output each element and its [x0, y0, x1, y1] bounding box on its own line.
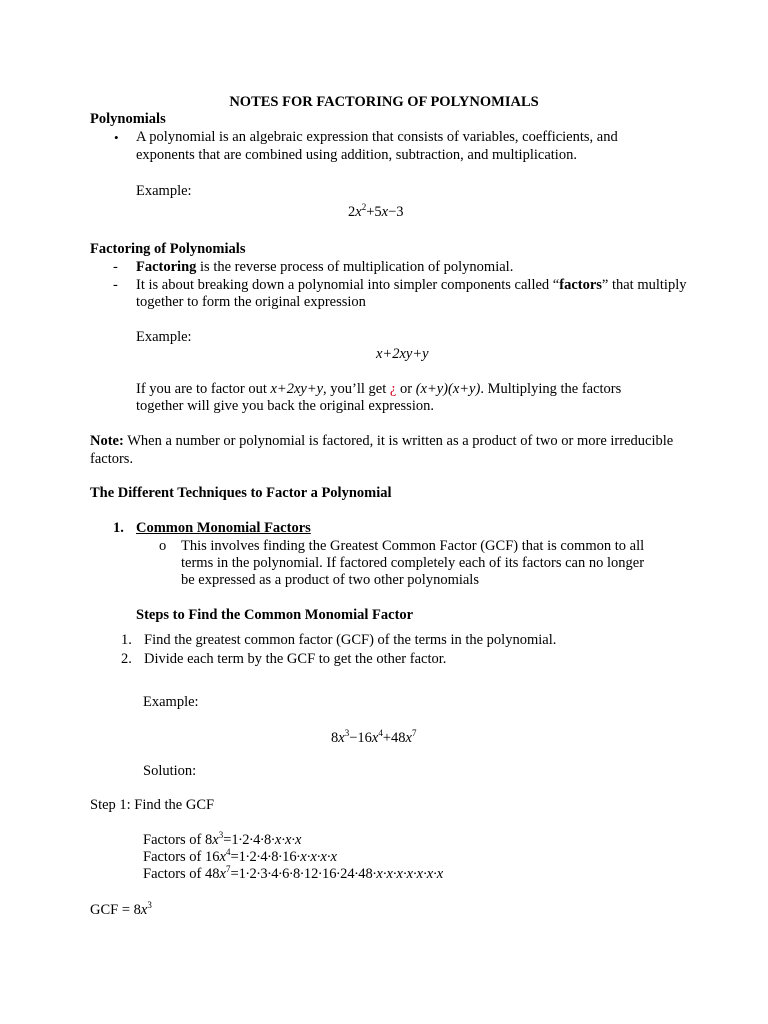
step-item: Divide each term by the GCF to get the other factor.: [144, 651, 447, 667]
list-number: 1.: [113, 520, 124, 536]
cmf-description-line2: terms in the polynomial. If factored completely each of its factors can no longer: [181, 555, 645, 571]
factors-line: Factors of $48x^7=1\cdot 2\cdot 3\cdot 4\cdot 6\cdot 8\cdot 12\cdot 16\cdot 24\cdot 48\cdot x\cdot x\cdot x\cdot x\cdot x\cdot x\cdot x$: [143, 864, 444, 882]
example-expression: $8x^3-16x^4+48x^7$: [331, 728, 417, 746]
factor-explanation-line1: If you are to factor out x+2xy+y, you’ll get ¿ or (x+y)(x+y). Multiplying the factors: [136, 381, 622, 397]
list-number: 1.: [121, 632, 132, 648]
list-number: 2.: [121, 651, 132, 667]
page-title: NOTES FOR FACTORING OF POLYNOMIALS: [229, 94, 539, 110]
example-label: Example:: [136, 183, 192, 199]
gcf-result: GCF = $8x^3$: [90, 900, 152, 918]
factoring-definition: Factoring is the reverse process of multiplication of polynomial.: [136, 259, 514, 275]
circle-bullet-icon: o: [159, 538, 167, 554]
example-label: Example:: [136, 329, 192, 345]
factor-explanation-line2: together will give you back the original expression.: [136, 398, 434, 414]
section-heading-factoring: Factoring of Polynomials: [90, 241, 246, 257]
cmf-description-line3: be expressed as a product of two other polynomials: [181, 572, 479, 588]
polynomial-definition-line1: A polynomial is an algebraic expression that consists of variables, coefficients, and: [136, 129, 618, 145]
factors-line: Factors of $16x^4=1\cdot 2\cdot 4\cdot 8\cdot 16\cdot x\cdot x\cdot x\cdot x$: [143, 847, 337, 865]
techniques-heading: The Different Techniques to Factor a Polynomial: [90, 485, 392, 501]
dash-marker: -: [113, 259, 118, 275]
step-item: Find the greatest common factor (GCF) of the terms in the polynomial.: [144, 632, 557, 648]
factors-line: Factors of $8x^3=1\cdot 2\cdot 4\cdot 8\cdot x\cdot x\cdot x$: [143, 830, 302, 848]
bullet-icon: •: [114, 130, 119, 145]
note-line1: Note: When a number or polynomial is factored, it is written as a product of two or more irreducible: [90, 433, 674, 449]
factors-definition-line2: together to form the original expression: [136, 294, 366, 310]
factors-definition-line1: It is about breaking down a polynomial into simpler components called “factors” that multiply: [136, 277, 687, 293]
solution-label: Solution:: [143, 763, 197, 779]
note-line2: factors.: [90, 451, 134, 467]
step1-heading: Step 1: Find the GCF: [90, 797, 215, 813]
example-expression: x+2xy+y: [376, 346, 429, 362]
dash-marker: -: [113, 277, 118, 293]
steps-heading: Steps to Find the Common Monomial Factor: [136, 607, 414, 623]
cmf-description-line1: This involves finding the Greatest Common Factor (GCF) that is common to all: [181, 538, 645, 554]
example-expression: $2x^2+5x-3$: [348, 202, 404, 220]
section-heading-polynomials: Polynomials: [90, 111, 166, 127]
cmf-heading: Common Monomial Factors: [136, 520, 311, 536]
example-label: Example:: [143, 694, 199, 710]
polynomial-definition-line2: exponents that are combined using addition, subtraction, and multiplication.: [136, 147, 577, 163]
